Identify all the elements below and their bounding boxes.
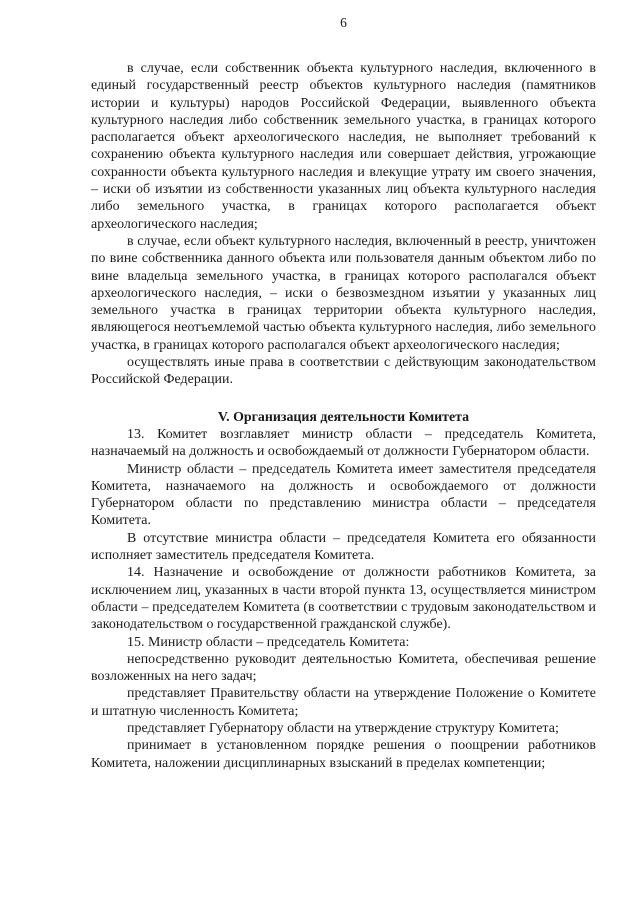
document-page bbox=[91, 14, 596, 894]
paragraph-14: 14. Назначение и освобождение от должности работников Комитета, за исключением лиц, указанных в части второй пункта 13, осуществляется министром области – председателем Комитета (в соответствии с трудовым законодательством и законодательством о государственной гражданской службе). bbox=[91, 565, 596, 633]
page-number: 6 bbox=[340, 15, 347, 30]
section-heading: V. Организация деятельности Комитета bbox=[217, 409, 470, 425]
paragraph-13: 13. Комитет возглавляет министр области – председатель Комитета, назначаемый на должность и освобождаемый от должности Губернатором области. bbox=[91, 426, 596, 460]
paragraph-seizure-destroyed: в случае, если объект культурного наследия, включенный в реестр, уничтожен по вине собственника данного объекта или пользователя данным объектом либо по вине владельца земельного участка, в границах которого располагался объект археологического наследия, – иски о безвозмездном изъятии у указанных лиц земельного участка в границах территории объекта культурного наследия, являющегося неотъемлемой частью объекта культурного наследия, либо земельного участка, в границах которого располагался объект археологического наследия; bbox=[91, 233, 596, 353]
paragraph-15-structure: представляет Губернатору области на утверждение структуру Комитета; bbox=[127, 720, 559, 736]
paragraph-other-rights: осуществлять иные права в соответствии с действующим законодательством Российской Федерации. bbox=[91, 355, 596, 388]
paragraph-15-incentives: принимает в установленном порядке решения о поощрении работников Комитета, наложении дисциплинарных взысканий в пределах компетенции; bbox=[91, 738, 596, 771]
paragraph-absence: В отсутствие министра области – председателя Комитета его обязанности исполняет заместитель председателя Комитета. bbox=[91, 530, 596, 564]
paragraph-deputy: Министр области – председатель Комитета имеет заместителя председателя Комитета, назначаемого на должность и освобождаемого от должности Губернатором области по представлению министра области – председателя Комитета. bbox=[91, 461, 596, 529]
paragraph-15: 15. Министр области – председатель Комитета: bbox=[127, 634, 410, 650]
paragraph-seizure-noncompliance: в случае, если собственник объекта культурного наследия, включенного в единый государственный реестр объектов культурного наследия (памятников истории и культуры) народов Российской Федерации, выявленного объекта культурного наследия либо собственник земельного участка, в границах которого располагается объект археологического наследия, не выполняет требований к сохранению объекта культурного наследия или совершает действия, угрожающие сохранности объекта культурного наследия и влекущие утрату им своего значения, – иски об изъятии из собственности указанных лиц объекта культурного наследия либо земельного участка, в границах которого располагается объект археологического наследия; bbox=[91, 61, 596, 232]
paragraph-15-direct-management: непосредственно руководит деятельностью Комитета, обеспечивая решение возложенных на него задач; bbox=[91, 651, 596, 685]
paragraph-15-regulation: представляет Правительству области на утверждение Положение о Комитете и штатную численность Комитета; bbox=[91, 686, 596, 719]
